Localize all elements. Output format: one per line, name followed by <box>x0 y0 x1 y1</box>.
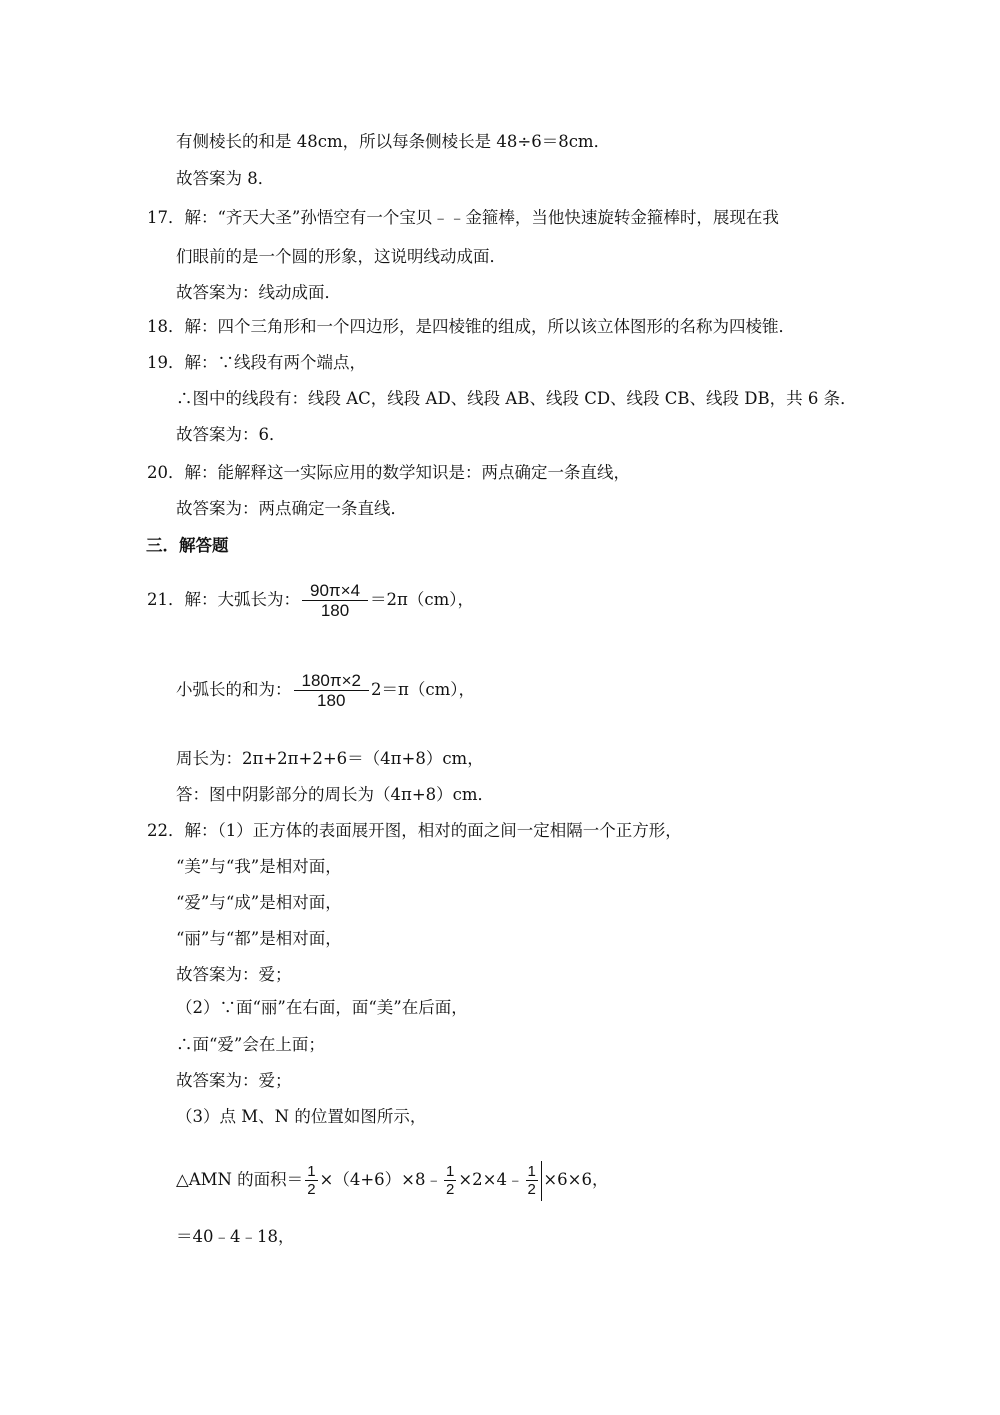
text-line: 故答案为：爱； <box>176 1071 292 1090</box>
text-line: 答：图中阴影部分的周长为（4π+8）cm． <box>176 785 495 804</box>
fraction <box>294 671 369 710</box>
text-line: “美”与“我”是相对面， <box>176 857 342 876</box>
question-22-line: 22．解：（1）正方体的表面展开图，相对的面之间一定相隔一个正方形， <box>147 821 682 840</box>
text-line: 们眼前的是一个圆的形象，这说明线动成面． <box>176 247 506 266</box>
question-18-line: 18．解：四个三角形和一个四边形，是四棱锥的组成，所以该立体图形的名称为四棱锥． <box>147 317 795 336</box>
numerator: 1 <box>446 1163 455 1180</box>
text-segment: 小弧长的和为： <box>176 680 292 699</box>
fraction <box>305 1163 317 1198</box>
text-segment: △AMN 的面积＝ <box>176 1170 304 1189</box>
question-17-line: 17．解：“齐天大圣”孙悟空有一个宝贝﹣﹣金箍棒，当他快速旋转金箍棒时，展现在我 <box>147 208 779 227</box>
text-line: 故答案为：线动成面． <box>176 283 341 302</box>
text-line: 故答案为 8． <box>176 169 275 188</box>
denominator: 2 <box>446 1181 455 1198</box>
text-line: 有侧棱长的和是 48cm，所以每条侧棱长是 48÷6＝8cm． <box>176 132 611 151</box>
text-line: ∴面“爱”会在上面； <box>176 1035 325 1054</box>
text-line: ∴图中的线段有：线段 AC，线段 AD、线段 AB、线段 CD、线段 CB、线段 DB，共 6 条． <box>176 389 857 408</box>
text-line: （2）∵面“丽”在右面，面“美”在后面， <box>176 998 468 1017</box>
question-19-line: 19．解：∵线段有两个端点， <box>147 353 366 372</box>
fraction <box>444 1163 456 1198</box>
text-line: 周长为：2π+2π+2+6＝（4π+8）cm， <box>176 749 484 768</box>
text-segment: ×6×6， <box>543 1170 609 1189</box>
denominator: 2 <box>527 1181 536 1198</box>
section-heading: 三．解答题 <box>146 536 229 555</box>
fraction <box>302 581 368 620</box>
text-line: （3）点 M、N 的位置如图所示， <box>176 1107 427 1126</box>
text-segment: ×2×4﹣ <box>458 1170 524 1189</box>
text-segment: ＝2π（cm）， <box>370 590 475 609</box>
numerator: 90π×4 <box>310 581 361 600</box>
text-line: “丽”与“都”是相对面， <box>176 929 342 948</box>
text-line <box>176 670 475 710</box>
numerator: 1 <box>307 1163 316 1180</box>
numerator: 180π×2 <box>301 671 361 690</box>
question-21-line <box>147 580 474 620</box>
text-segment: 2＝π（cm）， <box>370 680 475 699</box>
question-20-line: 20．解：能解释这一实际应用的数学知识是：两点确定一条直线， <box>147 463 630 482</box>
text-line: 故答案为：6． <box>176 425 286 444</box>
text-line <box>176 1158 609 1202</box>
text-segment: 21．解：大弧长为： <box>147 590 300 609</box>
text-segment: ×（4+6）×8﹣ <box>319 1170 443 1189</box>
text-line: 故答案为：爱； <box>176 965 292 984</box>
text-line: ＝40﹣4﹣18， <box>176 1227 295 1246</box>
fraction <box>526 1163 538 1198</box>
text-line: “爱”与“成”是相对面， <box>176 893 342 912</box>
denominator: 180 <box>294 690 369 710</box>
text-line: 故答案为：两点确定一条直线． <box>176 499 407 518</box>
denominator: 180 <box>302 600 368 620</box>
denominator: 2 <box>307 1181 316 1198</box>
numerator: 1 <box>527 1163 536 1180</box>
